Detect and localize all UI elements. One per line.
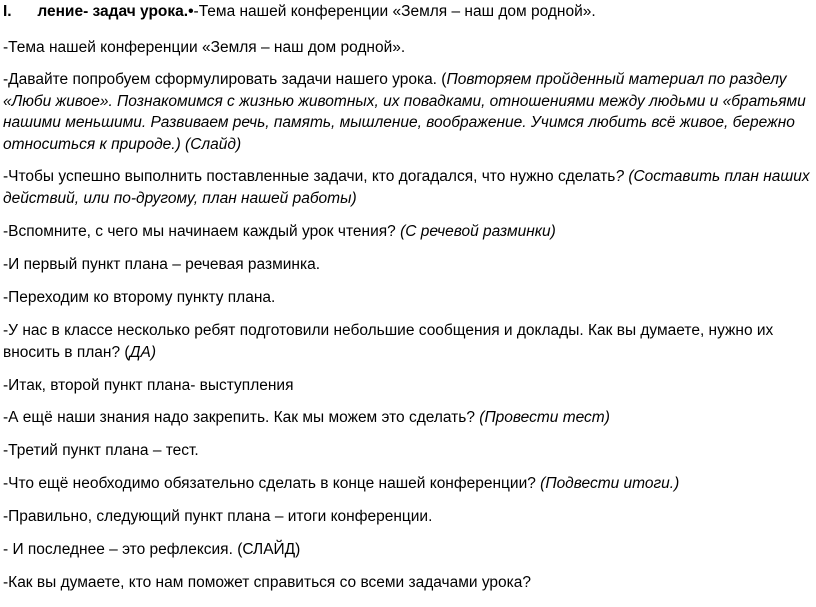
paragraph-4: -Вспомните, с чего мы начинаем каждый урок чтения? (С речевой разминки) — [3, 223, 556, 240]
paragraph-5: -И первый пункт плана – речевая разминка. — [3, 256, 321, 273]
paragraph-12: -Правильно, следующий пункт плана – итоги конференции. — [3, 508, 433, 525]
heading-rest: -Тема нашей конференции «Земля – наш дом родной». — [193, 3, 596, 20]
paragraph-7: -У нас в классе несколько ребят подготовили небольшие сообщения и доклады. Как вы думаете, нужно их вносить в план? (ДА) — [3, 322, 774, 361]
paragraph-9: -А ещё наши знания надо закрепить. Как мы можем это сделать? (Провести тест) — [3, 409, 610, 426]
paragraph-8: -Итак, второй пункт плана- выступления — [3, 377, 294, 394]
paragraph-13: - И последнее – это рефлексия. (СЛАЙД) — [3, 541, 301, 558]
paragraph-1: -Тема нашей конференции «Земля – наш дом родной». — [3, 39, 406, 56]
heading-bold-text: ление- задач урока. — [37, 3, 189, 20]
paragraph-3: -Чтобы успешно выполнить поставленные задачи, кто догадался, что нужно сделать? (Составить план наших действий, или по-другому, план нашей работы) — [3, 168, 810, 207]
paragraph-10: -Третий пункт плана – тест. — [3, 442, 199, 459]
paragraph-14: -Как вы думаете, кто нам поможет справиться со всеми задачами урока? — [3, 574, 532, 591]
heading-number: I. — [3, 3, 12, 20]
paragraph-11: -Что ещё необходимо обязательно сделать в конце нашей конференции? (Подвести итоги.) — [3, 475, 680, 492]
heading-bullet: • — [188, 3, 194, 20]
paragraph-6: -Переходим ко второму пункту плана. — [3, 289, 276, 306]
section-heading — [3, 0, 810, 24]
paragraph-2: -Давайте попробуем сформулировать задачи нашего урока. (Повторяем пройденный материал по разделу «Люби живое». Познакомимся с жизнью животных, их повадками, отношениями между людьми и «братьями нашими меньшими. Развиваем речь, память, мышление, воображение. Учимся любить всё живое, бережно относиться к природе.) (Слайд) — [3, 71, 806, 153]
